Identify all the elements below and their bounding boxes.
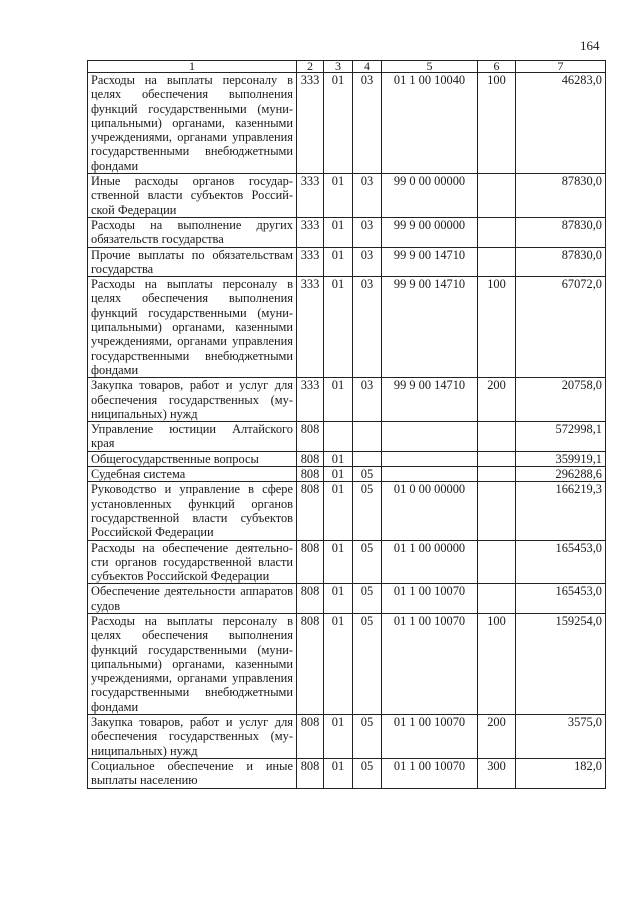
row-sum-cell: 165453,0 (516, 540, 606, 584)
row-rz-cell (324, 422, 353, 452)
row-sum-cell: 165453,0 (516, 584, 606, 614)
row-rz-cell: 01 (324, 715, 353, 759)
row-rz-cell: 01 (324, 467, 353, 482)
row-sum-cell: 166219,3 (516, 482, 606, 540)
col-header-sum: 7 (516, 61, 606, 73)
row-vr-cell (478, 584, 516, 614)
table-row (88, 422, 606, 452)
row-rz-cell: 01 (324, 758, 353, 788)
row-csr-cell: 01 0 00 00000 (382, 482, 478, 540)
row-vr-cell (478, 217, 516, 247)
row-csr-cell: 99 9 00 14710 (382, 378, 478, 422)
row-sum-cell: 182,0 (516, 758, 606, 788)
row-sum-cell: 20758,0 (516, 378, 606, 422)
row-pr-cell: 03 (353, 174, 382, 218)
row-csr-cell: 01 1 00 00000 (382, 540, 478, 584)
row-name-cell: Общегосударственные вопросы (88, 451, 297, 466)
row-sum-cell: 159254,0 (516, 613, 606, 714)
row-name-cell: Социальное обеспечение и иные выплаты населению (88, 758, 297, 788)
row-vr-cell (478, 451, 516, 466)
row-sum-cell: 46283,0 (516, 73, 606, 174)
row-name-cell: Иные расходы органов государственной власти субъектов Российской Федерации (88, 174, 297, 218)
table-row (88, 758, 606, 788)
row-vr-cell: 100 (478, 277, 516, 378)
row-sum-cell: 87830,0 (516, 174, 606, 218)
row-ved-cell: 808 (297, 467, 324, 482)
header-row (88, 61, 606, 73)
row-csr-cell: 99 9 00 00000 (382, 217, 478, 247)
row-vr-cell (478, 540, 516, 584)
row-csr-cell: 99 9 00 14710 (382, 277, 478, 378)
table-row (88, 584, 606, 614)
table-row (88, 247, 606, 277)
row-csr-cell (382, 467, 478, 482)
row-rz-cell: 01 (324, 378, 353, 422)
row-ved-cell: 808 (297, 715, 324, 759)
table-row (88, 482, 606, 540)
row-csr-cell (382, 451, 478, 466)
row-rz-cell: 01 (324, 613, 353, 714)
row-ved-cell: 333 (297, 217, 324, 247)
row-pr-cell: 03 (353, 247, 382, 277)
row-vr-cell: 100 (478, 73, 516, 174)
row-ved-cell: 808 (297, 584, 324, 614)
row-vr-cell (478, 467, 516, 482)
row-name-cell: Расходы на выплаты персоналу в целях обеспечения выполнения функций государственными (муниципальными) органами, казенными учреждениями, органами управления государственными внебюджетными фондами (88, 73, 297, 174)
row-name-cell: Судебная система (88, 467, 297, 482)
row-sum-cell: 359919,1 (516, 451, 606, 466)
row-pr-cell: 03 (353, 217, 382, 247)
row-name-cell: Расходы на выплаты персоналу в целях обеспечения выполнения функций государственными (муниципальными) органами, казенными учреждениями, органами управления государственными внебюджетными фондами (88, 613, 297, 714)
row-ved-cell: 333 (297, 247, 324, 277)
row-vr-cell: 200 (478, 378, 516, 422)
row-pr-cell: 05 (353, 584, 382, 614)
row-sum-cell: 572998,1 (516, 422, 606, 452)
table-row (88, 613, 606, 714)
row-name-cell: Расходы на обеспечение деятельности органов государственной власти субъектов Российской Федерации (88, 540, 297, 584)
row-csr-cell: 99 9 00 14710 (382, 247, 478, 277)
row-vr-cell: 100 (478, 613, 516, 714)
row-rz-cell: 01 (324, 540, 353, 584)
col-header-name: 1 (88, 61, 297, 73)
table-row (88, 73, 606, 174)
col-header-csr: 5 (382, 61, 478, 73)
row-rz-cell: 01 (324, 73, 353, 174)
col-header-rz: 3 (324, 61, 353, 73)
row-csr-cell: 99 0 00 00000 (382, 174, 478, 218)
table-row (88, 715, 606, 759)
row-pr-cell: 05 (353, 758, 382, 788)
row-pr-cell: 03 (353, 378, 382, 422)
row-csr-cell: 01 1 00 10040 (382, 73, 478, 174)
table-row (88, 540, 606, 584)
row-rz-cell: 01 (324, 174, 353, 218)
row-pr-cell: 05 (353, 467, 382, 482)
row-sum-cell: 87830,0 (516, 217, 606, 247)
row-pr-cell: 03 (353, 277, 382, 378)
table-row (88, 174, 606, 218)
row-name-cell: Расходы на выполнение других обязательств государства (88, 217, 297, 247)
row-ved-cell: 808 (297, 482, 324, 540)
row-name-cell: Расходы на выплаты персоналу в целях обеспечения выполнения функций государственными (муниципальными) органами, казенными учреждениями, органами управления государственными внебюджетными фондами (88, 277, 297, 378)
row-vr-cell (478, 174, 516, 218)
col-header-ved: 2 (297, 61, 324, 73)
col-header-pr: 4 (353, 61, 382, 73)
table-row (88, 277, 606, 378)
row-ved-cell: 808 (297, 451, 324, 466)
row-ved-cell: 808 (297, 540, 324, 584)
row-pr-cell (353, 451, 382, 466)
row-rz-cell: 01 (324, 217, 353, 247)
row-pr-cell: 03 (353, 73, 382, 174)
row-sum-cell: 87830,0 (516, 247, 606, 277)
budget-table (87, 60, 606, 789)
row-csr-cell: 01 1 00 10070 (382, 758, 478, 788)
row-rz-cell: 01 (324, 247, 353, 277)
row-pr-cell: 05 (353, 715, 382, 759)
row-vr-cell: 300 (478, 758, 516, 788)
row-rz-cell: 01 (324, 451, 353, 466)
table-row (88, 378, 606, 422)
row-vr-cell (478, 422, 516, 452)
row-pr-cell: 05 (353, 540, 382, 584)
row-name-cell: Закупка товаров, работ и услуг для обеспечения государственных (муниципальных) нужд (88, 715, 297, 759)
row-pr-cell: 05 (353, 613, 382, 714)
row-vr-cell (478, 247, 516, 277)
page-number: 164 (580, 38, 600, 53)
row-rz-cell: 01 (324, 482, 353, 540)
row-ved-cell: 808 (297, 758, 324, 788)
row-csr-cell: 01 1 00 10070 (382, 715, 478, 759)
col-header-vr: 6 (478, 61, 516, 73)
row-ved-cell: 333 (297, 378, 324, 422)
table-row (88, 217, 606, 247)
row-sum-cell: 296288,6 (516, 467, 606, 482)
row-name-cell: Управление юстиции Алтайского края (88, 422, 297, 452)
row-sum-cell: 67072,0 (516, 277, 606, 378)
row-vr-cell (478, 482, 516, 540)
row-pr-cell: 05 (353, 482, 382, 540)
row-ved-cell: 808 (297, 613, 324, 714)
row-name-cell: Обеспечение деятельности аппаратов судов (88, 584, 297, 614)
row-ved-cell: 333 (297, 73, 324, 174)
row-csr-cell: 01 1 00 10070 (382, 584, 478, 614)
row-ved-cell: 333 (297, 174, 324, 218)
row-name-cell: Руководство и управление в сфере установленных функций органов государственной власти субъектов Российской Федерации (88, 482, 297, 540)
row-csr-cell (382, 422, 478, 452)
row-name-cell: Закупка товаров, работ и услуг для обеспечения государственных (муниципальных) нужд (88, 378, 297, 422)
row-rz-cell: 01 (324, 584, 353, 614)
row-rz-cell: 01 (324, 277, 353, 378)
row-vr-cell: 200 (478, 715, 516, 759)
row-pr-cell (353, 422, 382, 452)
row-csr-cell: 01 1 00 10070 (382, 613, 478, 714)
row-name-cell: Прочие выплаты по обязательствам государства (88, 247, 297, 277)
table-row (88, 467, 606, 482)
row-ved-cell: 333 (297, 277, 324, 378)
table-row (88, 451, 606, 466)
row-sum-cell: 3575,0 (516, 715, 606, 759)
row-ved-cell: 808 (297, 422, 324, 452)
